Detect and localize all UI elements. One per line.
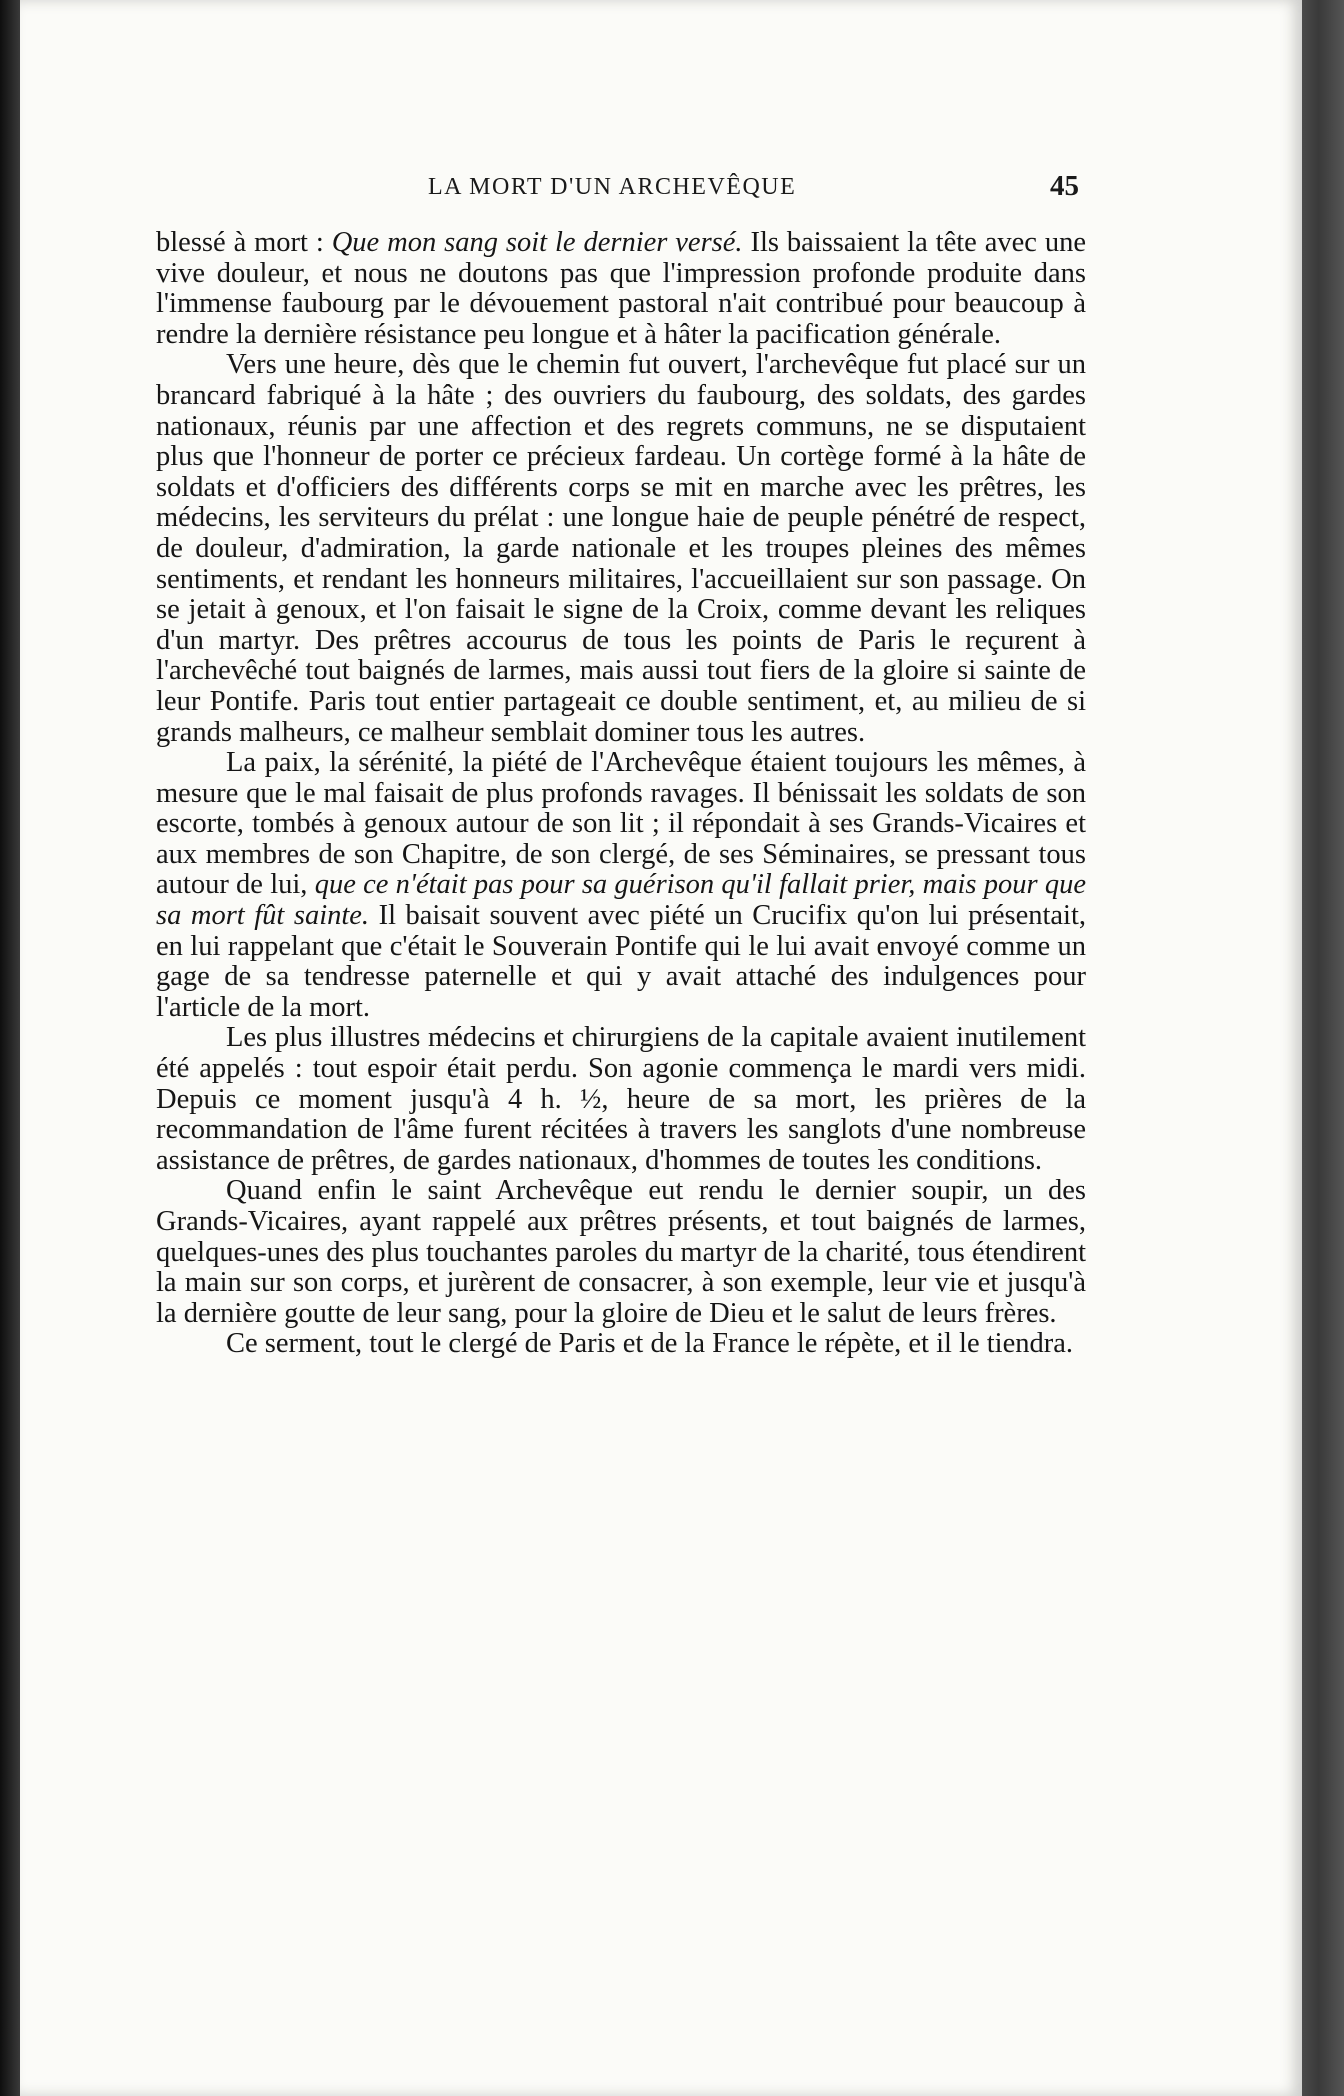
paragraph bbox=[156, 228, 1086, 350]
text-run: Il baisait souvent avec piété un Crucifix qu'on lui présentait, en lui rappelant que c'était le Souverain Pontife qui le lui avait envoyé comme un gage de sa tendresse paternelle et qui y avait attaché des indulgences pour l'article de la mort. bbox=[156, 900, 1086, 1023]
text-run: Ils baissaient la tête avec une vive douleur, et nous ne doutons pas que l'impression profonde produite dans l'immense faubourg par le dévouement pastoral n'ait contribué pour beaucoup à rendre la dernière résistance peu longue et à hâter la pacification générale. bbox=[156, 227, 1086, 350]
text-run: Quand enfin le saint Archevêque eut rendu le dernier soupir, un des Grands-Vicaires, ayant rappelé aux prêtres présents, et tout baignés de larmes, quelques-unes des plus touchantes paroles du martyr de la charité, tous étendirent la main sur son corps, et jurèrent de consacrer, à son exemple, leur vie et jusqu'à la dernière goutte de leur sang, pour la gloire de Dieu et le salut de leurs frères. bbox=[156, 1175, 1086, 1329]
italic-run: que ce n'était pas pour sa guérison qu'il fallait prier, mais pour que sa mort fût sainte. bbox=[156, 869, 1087, 932]
italic-run: Que mon sang soit le dernier versé. bbox=[331, 227, 743, 258]
paragraph bbox=[156, 350, 1086, 748]
paragraph bbox=[156, 1176, 1086, 1329]
text-run: La paix, la sérénité, la piété de l'Archevêque étaient toujours les mêmes, à mesure que le mal faisait de plus profonds ravages. Il bénissait les soldats de son escorte, tombés à genoux autour de son lit ; il répondait à ses Grands-Vicaires et aux membres de son Chapitre, de son clergé, de ses Séminaires, se pressant tous autour de lui, bbox=[156, 747, 1086, 901]
paragraph bbox=[156, 748, 1086, 1023]
book-spine-edge bbox=[0, 0, 20, 2096]
paragraph bbox=[156, 1023, 1086, 1176]
running-head: LA MORT D'UN ARCHEVÊQUE bbox=[428, 174, 797, 200]
page-number: 45 bbox=[1050, 170, 1079, 202]
text-run: blessé à mort : bbox=[156, 227, 332, 258]
text-run: Les plus illustres médecins et chirurgiens de la capitale avaient inutilement été appelés : tout espoir était perdu. Son agonie commença le mardi vers midi. Depuis ce moment jusqu'à 4 h. ½, heure de sa mort, les prières de la recommandation de l'âme furent récitées à travers les sanglots d'une nombreuse assistance de prêtres, de gardes nationaux, d'hommes de toutes les conditions. bbox=[156, 1022, 1086, 1176]
paragraph bbox=[156, 1329, 1086, 1360]
text-run: Vers une heure, dès que le chemin fut ouvert, l'archevêque fut placé sur un brancard fabriqué à la hâte ; des ouvriers du faubourg, des soldats, des gardes nationaux, réunis par une affection et des regrets communs, ne se disputaient plus que l'honneur de porter ce précieux fardeau. Un cortège formé à la hâte de soldats et d'officiers des différents corps se mit en marche avec les prêtres, les médecins, les serviteurs du prélat : une longue haie de peuple pénétré de respect, de douleur, d'admiration, la garde nationale et les troupes pleines des mêmes sentiments, et rendant les honneurs militaires, l'accueillaient sur son passage. On se jetait à genoux, et l'on faisait le signe de la Croix, comme devant les reliques d'un martyr. Des prêtres accourus de tous les points de Paris le reçurent à l'archevêché tout baignés de larmes, mais aussi tout fiers de la gloire si sainte de leur Pontife. Paris tout entier partageait ce double sentiment, et, au milieu de si grands malheurs, ce malheur semblait dominer tous les autres. bbox=[156, 349, 1086, 748]
book-fore-edge bbox=[1302, 0, 1344, 2096]
text-run: Ce serment, tout le clergé de Paris et de la France le répète, et il le tiendra. bbox=[226, 1328, 1073, 1360]
body-text bbox=[156, 228, 1086, 1360]
